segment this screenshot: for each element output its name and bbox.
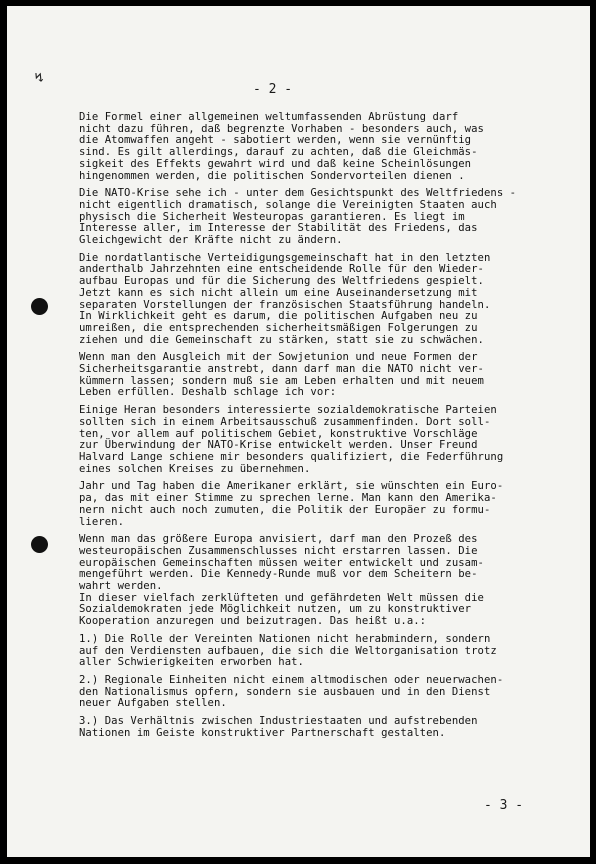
text-line: Jahr und Tag haben die Amerikaner erklärt, sie wünschten ein Euro- [79, 480, 504, 493]
text-line: Interesse aller, im Interesse der Stabilität des Friedens, das [79, 222, 478, 235]
text-line: In Wirklichkeit geht es darum, die politischen Aufgaben neu zu [79, 310, 478, 323]
text-line: nicht eigentlich dramatisch, solange die Vereinigten Staaten auch [79, 198, 497, 211]
paragraph [79, 675, 584, 710]
text-line: europäischen Gemeinschaften müssen weiter entwickelt und zusam- [79, 556, 484, 569]
handwritten-mark: ↯ [33, 69, 46, 87]
text-line: aller Schwierigkeiten erworben hat. [79, 656, 304, 669]
punch-hole-bottom [31, 536, 48, 553]
paragraph [79, 188, 584, 247]
text-line: Leben erfüllen. Deshalb schlage ich vor: [79, 386, 337, 399]
text-line: Einige Heran besonders interessierte sozialdemokratische Parteien [79, 404, 497, 417]
paragraph [79, 352, 584, 399]
text-line: physisch die Sicherheit Westeuropas garantieren. Es liegt im [79, 210, 465, 223]
text-line: Wenn man den Ausgleich mit der Sowjetunion und neue Formen der [79, 351, 478, 364]
text-line: aufbau Europas und für die Sicherung des Weltfriedens gespielt. [79, 275, 484, 288]
text-line: pa, das mit einer Stimme zu sprechen lerne. Man kann den Amerika- [79, 492, 497, 505]
text-line: nicht dazu führen, daß begrenzte Vorhaben - besonders auch, was [79, 122, 484, 135]
text-line: den Nationalismus opfern, sondern sie ausbauen und in den Dienst [79, 685, 491, 698]
text-line: 3.) Das Verhältnis zwischen Industriestaaten und aufstrebenden [79, 715, 478, 728]
paragraph [79, 634, 584, 669]
text-line: Die NATO-Krise sehe ich - unter dem Gesichtspunkt des Weltfriedens - [79, 187, 517, 200]
text-line: ten, vor allem auf politischem Gebiet, konstruktive Vorschläge [79, 427, 478, 440]
text-line: kümmern lassen; sondern muß sie am Leben erhalten und mit neuem [79, 374, 484, 387]
text-line: nern nicht auch noch zumuten, die Politik der Europäer zu formu- [79, 503, 491, 516]
document-page [7, 6, 590, 857]
text-line: separaten Vorstellungen der französischen Staatsführung handeln. [79, 298, 491, 311]
text-line: westeuropäischen Zusammenschlusses nicht erstarren lassen. Die [79, 544, 478, 557]
text-line: mengeführt werden. Die Kennedy-Runde muß vor dem Scheitern be- [79, 568, 478, 581]
text-line: Gleichgewicht der Kräfte nicht zu ändern. [79, 234, 343, 247]
text-line: umreißen, die entsprechenden sicherheitsmäßigen Folgerungen zu [79, 321, 478, 334]
text-line: Die Formel einer allgemeinen weltumfassenden Abrüstung darf [79, 111, 459, 123]
text-line: neuer Aufgaben stellen. [79, 697, 227, 710]
text-line: sollten sich in einem Arbeitsausschuß zusammenfinden. Dort soll- [79, 415, 491, 428]
text-line: 1.) Die Rolle der Vereinten Nationen nicht herabmindern, sondern [79, 632, 491, 645]
text-line: lieren. [79, 515, 124, 528]
text-line: Wenn man das größere Europa anvisiert, darf man den Prozeß des [79, 533, 478, 546]
text-line: Sicherheitsgarantie anstrebt, dann darf man die NATO nicht ver- [79, 363, 484, 376]
paragraph [79, 534, 584, 628]
paragraph [79, 253, 584, 347]
text-line: hingenommen werden, die politischen Sondervorteilen dienen . [79, 169, 465, 182]
text-line: sigkeit des Effekts gewahrt wird und daß keine Scheinlösungen [79, 157, 472, 170]
text-line: Die nordatlantische Verteidigungsgemeinschaft hat in den letzten [79, 251, 491, 264]
text-line: ziehen und die Gemeinschaft zu stärken, statt sie zu schwächen. [79, 333, 484, 346]
document-body [79, 112, 584, 745]
paragraph [79, 481, 584, 528]
text-line: In dieser vielfach zerklüfteten und gefährdeten Welt müssen die [79, 591, 484, 604]
text-line: Kooperation anzuregen und beizutragen. Das heißt u.a.: [79, 615, 427, 628]
text-line: auf den Verdiensten aufbauen, die sich die Weltorganisation trotz [79, 644, 497, 657]
text-line: sind. Es gilt allerdings, darauf zu achten, daß die Gleichmäs- [79, 146, 478, 159]
text-line: 2.) Regionale Einheiten nicht einem altmodischen oder neuerwachen- [79, 673, 504, 686]
text-line: Sozialdemokraten jede Möglichkeit nutzen, um zu konstruktiver [79, 603, 472, 616]
page-number: - 2 - [253, 82, 293, 97]
next-page-marker: - 3 - [484, 798, 524, 813]
text-line: zur Überwindung der NATO-Krise entwickelt werden. Unser Freund [79, 439, 478, 452]
text-line: eines solchen Kreises zu übernehmen. [79, 462, 311, 475]
punch-hole-top [31, 298, 48, 315]
paragraph [79, 716, 584, 739]
text-line: Nationen im Geiste konstruktiver Partnerschaft gestalten. [79, 726, 446, 739]
text-line: Halvard Lange schiene mir besonders qualifiziert, die Federführung [79, 450, 504, 463]
text-line: anderthalb Jahrzehnten eine entscheidende Rolle für den Wieder- [79, 263, 484, 276]
paragraph [79, 112, 584, 182]
paragraph [79, 405, 584, 475]
text-line: Jetzt kann es sich nicht allein um eine Auseinandersetzung mit [79, 286, 478, 299]
text-line: die Atomwaffen angeht - sabotiert werden, wenn sie vernünftig [79, 134, 472, 147]
text-line: wahrt werden. [79, 580, 163, 593]
